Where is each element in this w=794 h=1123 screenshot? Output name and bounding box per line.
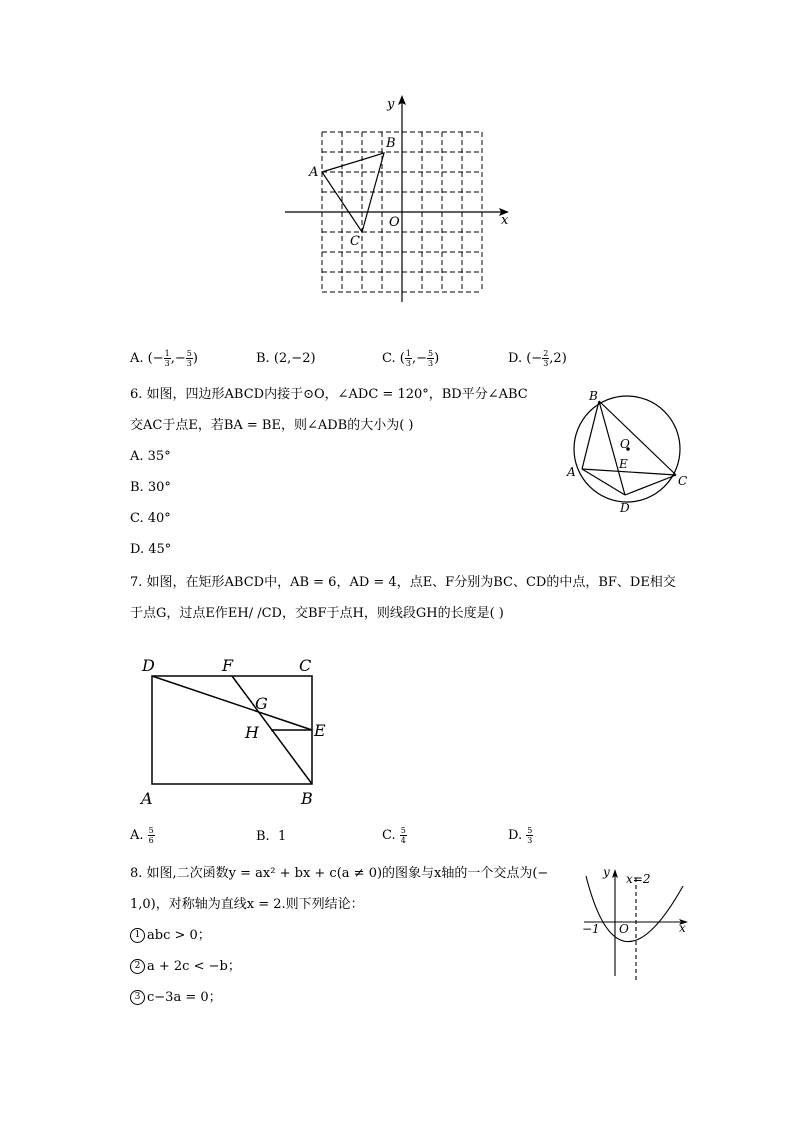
grid-label-x: x <box>501 213 509 228</box>
q7-stem-line2: 于点G，过点E作EH/ /CD，交BF于点H，则线段GH的长度是( ) <box>130 606 504 621</box>
q8-item-3: 3 c−3a = 0； <box>130 989 222 1007</box>
q6-stem-line1: 6. 如图，四边形ABCD内接于⊙O，∠ADC = 120°，BD平分∠ABC <box>130 387 528 402</box>
q5-option-a: A. (− $\frac{1}{3}$ ,− $\frac{5}{3}$ ) <box>130 349 198 368</box>
q8-item-2: 2 a + 2c < −b； <box>130 958 241 976</box>
q6-circle-figure <box>560 385 695 520</box>
q7-label-d: D <box>142 656 155 675</box>
q8-label-axis: x=2 <box>626 872 651 886</box>
q7-option-c: C. $\frac{5}{4}$ <box>382 826 406 845</box>
q6-label-a: A <box>567 465 576 479</box>
q7-label-f: F <box>222 656 234 675</box>
q7-stem-line1: 7. 如图，在矩形ABCD中，AB = 6，AD = 4，点E、F分别为BC、CD的中点，BF、DE相交 <box>130 575 676 590</box>
q7-option-b: B. 1 <box>256 829 287 844</box>
q6-stem-line2: 交AC于点E，若BA = BE，则∠ADB的大小为( ) <box>130 418 414 433</box>
q6-option-c: C. 40° <box>130 511 171 526</box>
q8-item-1: 1 abc > 0； <box>130 927 211 945</box>
q6-option-b: B. 30° <box>130 480 171 495</box>
q5-option-b: B. (2,−2) <box>256 351 316 366</box>
q6-label-b: B <box>589 389 598 403</box>
q5-option-d: D. (− $\frac{2}{3}$ ,2) <box>508 349 567 368</box>
grid-label-c: C <box>350 234 360 249</box>
q6-label-d: D <box>620 501 630 515</box>
q8-label-neg1: −1 <box>582 922 600 936</box>
grid-label-a: A <box>309 165 319 180</box>
grid-label-b: B <box>386 136 396 151</box>
q7-label-c: C <box>299 656 312 675</box>
q8-label-y: y <box>603 865 610 879</box>
q6-option-a: A. 35° <box>130 449 171 464</box>
q7-option-a: A. $\frac{5}{6}$ <box>130 826 154 845</box>
grid-label-o: O <box>389 215 400 230</box>
q8-label-o: O <box>619 922 629 936</box>
q5-option-c: C. ( $\frac{1}{3}$ ,− $\frac{5}{3}$ ) <box>382 349 440 368</box>
grid-label-y: y <box>387 97 395 112</box>
q8-parabola-figure <box>578 862 694 982</box>
coordinate-grid-figure <box>280 95 520 310</box>
q7-label-a: A <box>141 789 153 808</box>
q6-label-c: C <box>678 474 688 488</box>
q7-label-b: B <box>301 789 313 808</box>
q7-label-g: G <box>255 694 268 713</box>
q8-stem-line1: 8. 如图,二次函数y = ax² + bx + c(a ≠ 0)的图象与x轴的一个交点为(− <box>130 866 549 881</box>
q8-stem-line2: 1,0)，对称轴为直线x = 2.则下列结论： <box>130 897 364 912</box>
q6-label-e: E <box>619 457 628 471</box>
q7-rectangle-figure <box>135 650 345 810</box>
q6-label-o: O <box>620 437 630 451</box>
q6-option-d: D. 45° <box>130 542 172 557</box>
q7-option-d: D. $\frac{5}{3}$ <box>508 826 533 845</box>
q7-label-h: H <box>245 723 259 742</box>
q7-label-e: E <box>314 721 326 740</box>
q8-label-x: x <box>679 921 686 935</box>
